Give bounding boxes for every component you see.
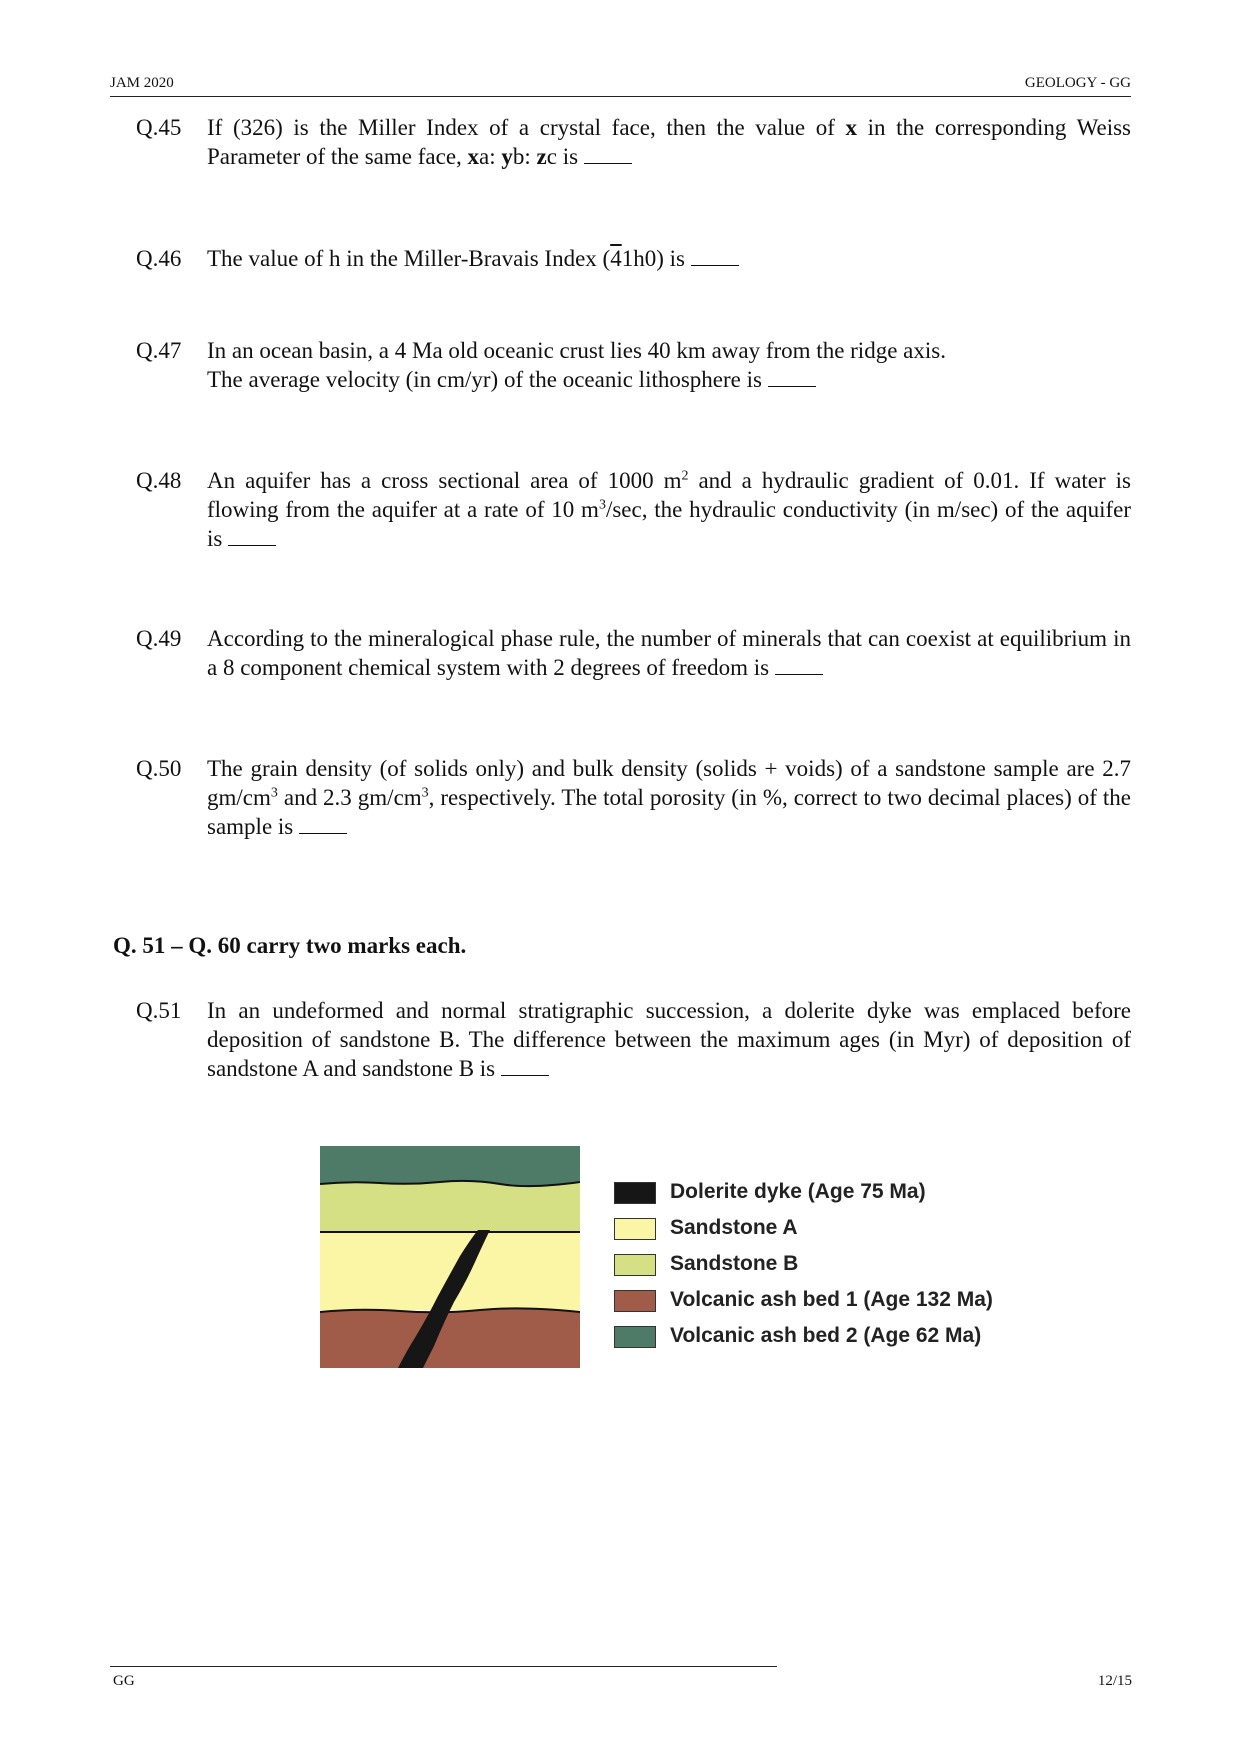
answer-blank[interactable] bbox=[775, 656, 823, 675]
question-49 bbox=[136, 624, 1131, 682]
volcanic-ash-bed-2-layer bbox=[320, 1146, 580, 1186]
footer-rule bbox=[110, 1666, 777, 1667]
question-number: Q.51 bbox=[136, 998, 182, 1023]
question-number: Q.50 bbox=[136, 756, 182, 781]
header-exam-name: JAM 2020 bbox=[110, 75, 174, 91]
question-text: If (326) is the Miller Index of a crystal face, then the value of x in the corresponding Weiss Parameter of the same face, xa: yb: zc is bbox=[207, 115, 1131, 169]
sandstone-b-layer bbox=[320, 1181, 580, 1232]
question-text: The grain density (of solids only) and bulk density (solids + voids) of a sandstone sample are 2.7 $gm/cm^3$ and 2.3 $gm/cm^3$, respectively. The total porosity (in %, correct to two decimal places) of the sample is bbox=[207, 756, 1131, 839]
question-text: The value of h in the Miller-Bravais Index (41h0) is bbox=[207, 244, 1131, 273]
question-text: In an ocean basin, a 4 Ma old oceanic crust lies 40 km away from the ridge axis. The average velocity (in cm/yr) of the oceanic lithosphere is bbox=[207, 338, 946, 392]
question-text: In an undeformed and normal stratigraphic succession, a dolerite dyke was emplaced before deposition of sandstone B. The difference between the maximum ages (in Myr) of deposition of sandstone A and sandstone B is bbox=[207, 998, 1131, 1081]
question-number: Q.49 bbox=[136, 626, 182, 651]
answer-blank[interactable] bbox=[501, 1057, 549, 1076]
question-text: According to the mineralogical phase rule, the number of minerals that can coexist at equilibrium in a 8 component chemical system with 2 degrees of freedom is bbox=[207, 626, 1131, 680]
question-number: Q.46 bbox=[136, 246, 182, 271]
question-47 bbox=[136, 336, 1131, 394]
question-number: Q.47 bbox=[136, 338, 182, 363]
answer-blank[interactable] bbox=[299, 815, 347, 834]
footer-paper-code: GG bbox=[113, 1673, 135, 1689]
legend-swatch bbox=[614, 1254, 656, 1276]
legend-swatch bbox=[614, 1290, 656, 1312]
question-50 bbox=[136, 754, 1131, 841]
answer-blank[interactable] bbox=[228, 527, 276, 546]
question-48 bbox=[136, 466, 1131, 553]
section-heading: Q. 51 – Q. 60 carry two marks each. bbox=[113, 933, 467, 958]
legend-label: Dolerite dyke (Age 75 Ma) bbox=[670, 1180, 926, 1203]
volcanic-ash-bed-1-layer bbox=[320, 1308, 580, 1368]
header-rule bbox=[110, 96, 1131, 97]
legend-swatch bbox=[614, 1218, 656, 1240]
question-45 bbox=[136, 113, 1131, 171]
question-text: An aquifer has a cross sectional area of 1000 $m^2$ and a hydraulic gradient of 0.01. If water is flowing from the aquifer at a rate of 10 $m^3/\sec$, the hydraulic conductivity (in m/sec) of the aquifer is bbox=[207, 468, 1132, 551]
legend-label: Volcanic ash bed 2 (Age 62 Ma) bbox=[670, 1324, 982, 1347]
answer-blank[interactable] bbox=[584, 145, 632, 164]
page-number: 12/15 bbox=[1097, 1673, 1132, 1689]
legend-label: Sandstone A bbox=[670, 1216, 798, 1239]
question-number: Q.48 bbox=[136, 468, 182, 493]
answer-blank[interactable] bbox=[768, 368, 816, 387]
answer-blank[interactable] bbox=[691, 247, 739, 266]
header-subject: GEOLOGY - GG bbox=[1024, 75, 1131, 91]
legend-label: Sandstone B bbox=[670, 1252, 799, 1275]
question-46 bbox=[136, 244, 1131, 273]
stratigraphic-section-diagram bbox=[320, 1146, 580, 1368]
legend-swatch bbox=[614, 1182, 656, 1204]
question-51 bbox=[136, 996, 1131, 1083]
question-number: Q.45 bbox=[136, 115, 182, 140]
legend-swatch bbox=[614, 1326, 656, 1348]
legend-label: Volcanic ash bed 1 (Age 132 Ma) bbox=[670, 1288, 993, 1311]
